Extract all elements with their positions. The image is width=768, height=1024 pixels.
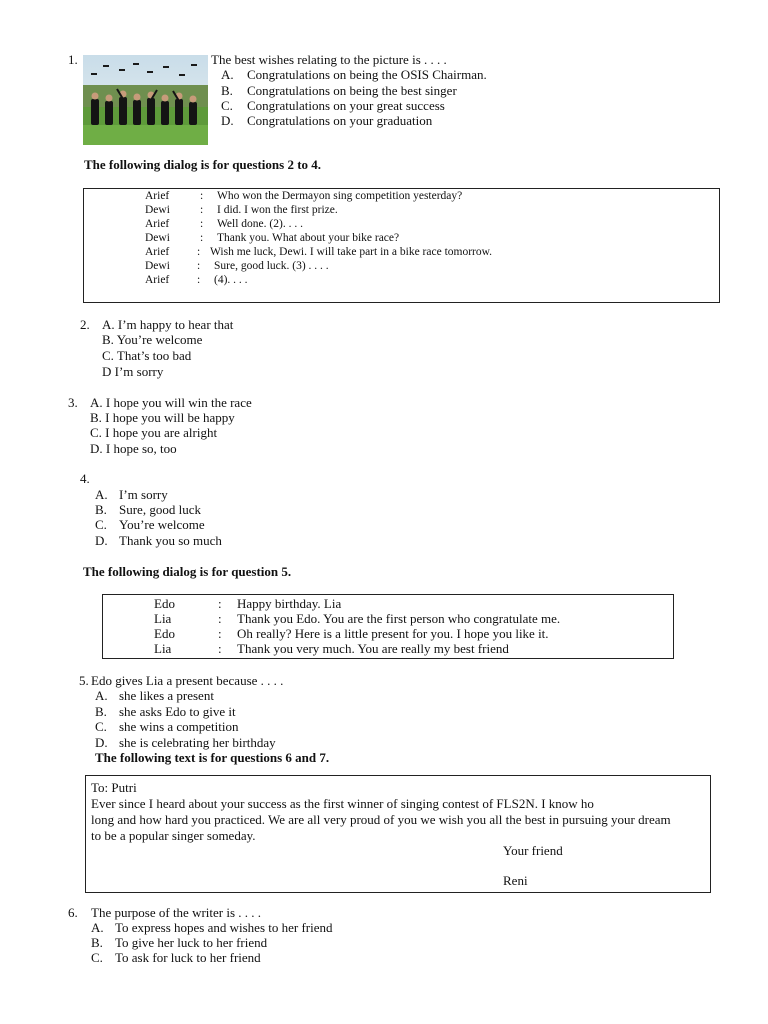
q5-option-d-text: she is celebrating her birthday <box>119 735 276 750</box>
q1-option-d-text: Congratulations on your graduation <box>247 113 433 128</box>
dialog2-text-1: Happy birthday. Lia <box>237 596 342 611</box>
q5-option-a-letter: A. <box>95 688 108 703</box>
dialog1-text-3: Well done. (2). . . . <box>217 218 303 230</box>
q2-number: 2. <box>80 317 90 332</box>
q1-option-b-text: Congratulations on being the best singer <box>247 83 457 98</box>
q3-option-c: C. I hope you are alright <box>90 425 218 440</box>
dialog1-speaker-5: Arief <box>145 246 170 258</box>
dialog1-sep-5: : <box>197 246 201 258</box>
text67-heading: The following text is for questions 6 and 7. <box>95 750 330 765</box>
q2-option-a: A. I’m happy to hear that <box>102 317 234 332</box>
q5-option-c-text: she wins a competition <box>119 719 239 734</box>
q6-option-c-text: To ask for luck to her friend <box>115 950 261 965</box>
dialog1-sep-4: : <box>200 232 204 244</box>
dialog2-speaker-2: Lia <box>154 611 172 626</box>
dialog2-sep-2: : <box>218 611 222 626</box>
dialog2-sep-1: : <box>218 596 222 611</box>
q1-option-c-text: Congratulations on your great success <box>247 98 445 113</box>
q5-option-d-letter: D. <box>95 735 108 750</box>
letter-body-line-1: Ever since I heard about your success as the first winner of singing contest of FLS2N. I know ho <box>91 796 594 811</box>
q2-option-b: B. You’re welcome <box>102 332 203 347</box>
q1-number: 1. <box>68 52 78 67</box>
q4-option-a-text: I’m sorry <box>119 487 168 502</box>
q1-option-c-letter: C. <box>221 98 233 113</box>
dialog1-sep-2: : <box>200 204 204 216</box>
q6-option-c-letter: C. <box>91 950 103 965</box>
dialog2-sep-4: : <box>218 641 222 656</box>
q1-option-b-letter: B. <box>221 83 233 98</box>
q3-option-d: D. I hope so, too <box>90 441 177 456</box>
dialog1-text-4: Thank you. What about your bike race? <box>217 232 400 244</box>
q4-option-c-text: You’re welcome <box>119 517 205 532</box>
q5-option-b-letter: B. <box>95 704 107 719</box>
q5-stem: Edo gives Lia a present because . . . . <box>91 673 284 688</box>
q6-stem: The purpose of the writer is . . . . <box>91 905 262 920</box>
q4-option-a-letter: A. <box>95 487 108 502</box>
letter-signature: Reni <box>503 873 528 888</box>
q4-option-b-letter: B. <box>95 502 107 517</box>
dialog1-speaker-6: Dewi <box>145 260 170 272</box>
q4-option-b-text: Sure, good luck <box>119 502 201 517</box>
dialog1-speaker-7: Arief <box>145 274 170 286</box>
dialog1-text-1: Who won the Dermayon sing competition yesterday? <box>217 190 463 202</box>
q4-number: 4. <box>80 471 90 486</box>
q4-option-d-letter: D. <box>95 533 108 548</box>
dialog2-speaker-3: Edo <box>154 626 175 641</box>
dialog1-heading: The following dialog is for questions 2 to 4. <box>84 157 322 172</box>
dialog1-text-7: (4). . . . <box>214 274 248 286</box>
q5-number: 5. <box>79 673 89 688</box>
q1-stem: The best wishes relating to the picture is . . . . <box>211 52 447 67</box>
graduation-photo-illustration <box>83 55 208 145</box>
dialog2-text-2: Thank you Edo. You are the first person who congratulate me. <box>237 611 561 626</box>
q3-number: 3. <box>68 395 78 410</box>
dialog1-sep-1: : <box>200 190 204 202</box>
q5-option-c-letter: C. <box>95 719 107 734</box>
dialog2-speaker-1: Edo <box>154 596 175 611</box>
letter-closing: Your friend <box>503 843 563 858</box>
dialog1-speaker-1: Arief <box>145 190 170 202</box>
dialog1-sep-7: : <box>197 274 201 286</box>
dialog1-speaker-2: Dewi <box>145 204 170 216</box>
q6-option-b-text: To give her luck to her friend <box>115 935 268 950</box>
dialog1-text-5: Wish me luck, Dewi. I will take part in a bike race tomorrow. <box>210 246 493 258</box>
graduation-photo <box>83 55 208 145</box>
q2-option-c: C. That’s too bad <box>102 348 192 363</box>
q1-option-a-text: Congratulations on being the OSIS Chairman. <box>247 67 487 82</box>
letter-to: To: Putri <box>91 780 137 795</box>
q4-option-c-letter: C. <box>95 517 107 532</box>
dialog1-text-6: Sure, good luck. (3) . . . . <box>214 260 329 272</box>
q4-option-d-text: Thank you so much <box>119 533 222 548</box>
q6-option-a-letter: A. <box>91 920 104 935</box>
dialog2-text-4: Thank you very much. You are really my best friend <box>237 641 509 656</box>
q1-option-a-letter: A. <box>221 67 234 82</box>
dialog1-speaker-3: Arief <box>145 218 170 230</box>
dialog1-sep-3: : <box>200 218 204 230</box>
dialog2-speaker-4: Lia <box>154 641 172 656</box>
dialog2-text-3: Oh really? Here is a little present for you. I hope you like it. <box>237 626 549 641</box>
q6-number: 6. <box>68 905 78 920</box>
q3-option-a: A. I hope you will win the race <box>90 395 252 410</box>
dialog2-heading: The following dialog is for question 5. <box>83 564 292 579</box>
dialog1-text-2: I did. I won the first prize. <box>217 204 338 216</box>
q6-option-b-letter: B. <box>91 935 103 950</box>
dialog1-sep-6: : <box>197 260 201 272</box>
dialog2-sep-3: : <box>218 626 222 641</box>
q3-option-b: B. I hope you will be happy <box>90 410 235 425</box>
letter-body-line-3: to be a popular singer someday. <box>91 828 256 843</box>
q5-option-a-text: she likes a present <box>119 688 214 703</box>
q5-option-b-text: she asks Edo to give it <box>119 704 236 719</box>
q2-option-d: D I’m sorry <box>102 364 164 379</box>
q1-option-d-letter: D. <box>221 113 234 128</box>
letter-body-line-2: long and how hard you practiced. We are all very proud of you we wish you all the best in pursuing your dream <box>91 812 671 827</box>
q6-option-a-text: To express hopes and wishes to her friend <box>115 920 333 935</box>
dialog1-speaker-4: Dewi <box>145 232 170 244</box>
